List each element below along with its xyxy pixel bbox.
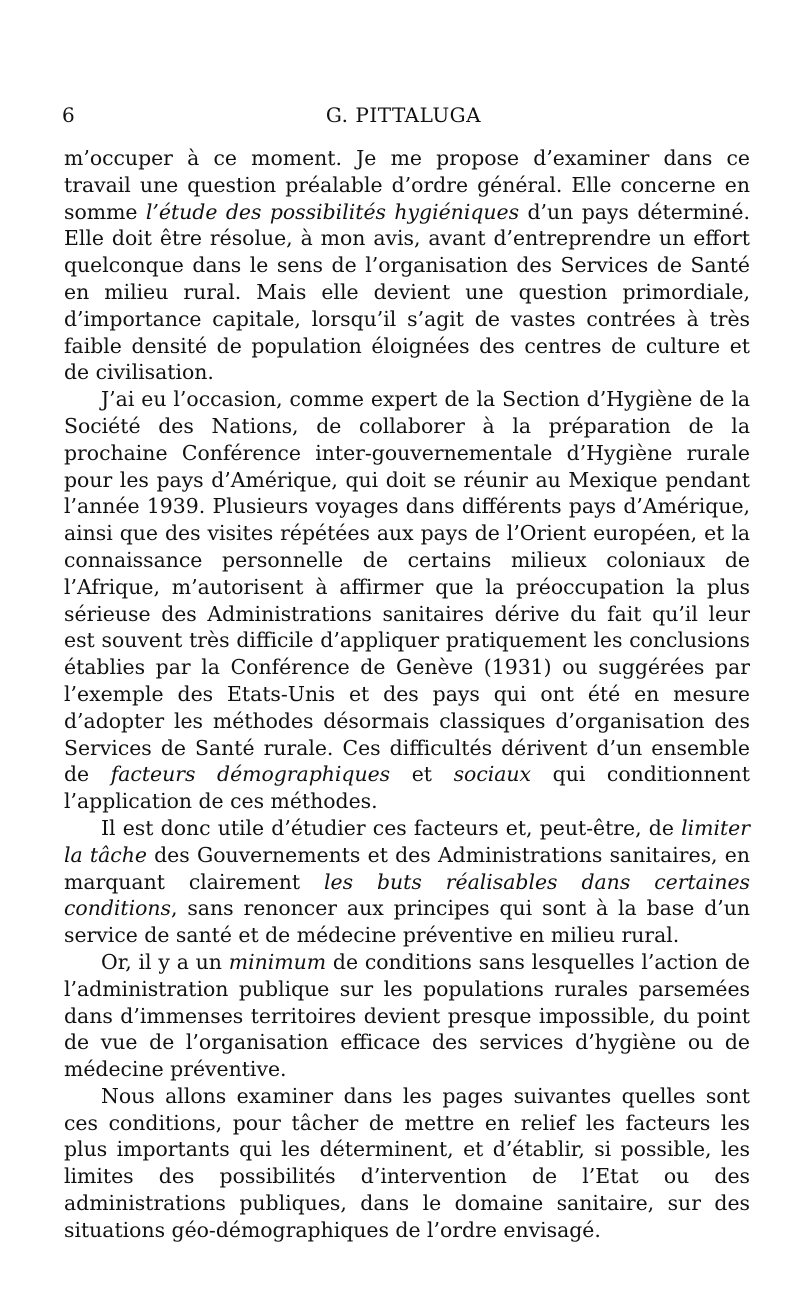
italic-text: limiter la tâche <box>64 815 750 867</box>
text-run: d’un pays déterminé. Elle doit être résolue, à mon avis, avant d’entreprendre un effort quelconque dans le sens de l’organisation des Services de Santé en milieu rural. Mais elle devient une question primordiale, d’importance capitale, lorsqu’il s’agit de vastes contrées à très faible densité de population éloignées des centres de culture et de civilisation. <box>64 199 750 385</box>
page-number: 6 <box>62 103 75 127</box>
italic-text: minimum <box>228 949 327 974</box>
text-run: des Gouvernements et des Administrations sanitaires, en marquant clairement <box>64 842 750 894</box>
text-run: qui conditionnent l’application de ces méthodes. <box>64 762 750 814</box>
text-run: Il est donc utile d’étudier ces facteurs et, peut-être, de <box>101 815 682 840</box>
text-run: Nous allons examiner dans les pages suivantes quelles sont ces conditions, pour tâcher de mettre en relief les facteurs les plus importants qui les déterminent, et d’établir, si possible, les limites des possibilités d’intervention de l’Etat ou des administrations publiques, dans le domaine sanitaire, sur des situations géo-démographiques de l’ordre envisagé. <box>64 1083 750 1242</box>
paragraph <box>64 949 750 1083</box>
text-run: de conditions sans lesquelles l’action de l’administration publique sur les populations rurales parsemées dans d’immenses territoires devient presque impossible, du point de vue de l’organisation efficace des services d’hygiène ou de médecine préventive. <box>64 949 751 1082</box>
text-run: J’ai eu l’occasion, comme expert de la Section d’Hygiène de la Société des Nations, de collaborer à la préparation de la prochaine Conférence inter-gouvernementale d’Hygiène rurale pour les pays d’Amérique, qui doit se réunir au Mexique pendant l’année 1939. Plusieurs voyages dans différents pays d’Amérique, ainsi que des visites répétées aux pays de l’Orient européen, et la connaissance personnelle de certains milieux coloniaux de l’Afrique, m’autorisent à affirmer que la préoccupation la plus sérieuse des Administrations sanitaires dérive du fait qu’il leur est souvent très difficile d’appliquer pratiquement les conclusions établies par la Conférence de Genève (1931) ou suggérées par l’exemple des Etats-Unis et des pays qui ont été en mesure d’adopter les méthodes désormais classiques d’organisation des Services de Santé rurale. Ces difficultés dérivent d’un ensemble de <box>64 387 750 787</box>
paragraph <box>64 1083 750 1244</box>
text-run: , sans renoncer aux principes qui sont à la base d’un service de santé et de médecine préventive en milieu rural. <box>64 896 750 948</box>
italic-text: l’étude des possibilités hygiéniques <box>145 199 520 224</box>
paragraph <box>64 815 750 949</box>
page-header <box>62 100 745 130</box>
text-run: et <box>390 762 454 787</box>
text-run: m’occuper à ce moment. Je me propose d’examiner dans ce travail une question préalable d’ordre général. Elle concerne en somme <box>64 146 750 224</box>
italic-text: les buts réalisables dans certaines conditions <box>64 869 750 921</box>
italic-text: sociaux <box>453 762 532 787</box>
paragraph <box>64 145 750 386</box>
italic-text: facteurs démographiques <box>110 762 391 787</box>
text-run: Or, il y a un <box>101 949 229 974</box>
paragraph <box>64 386 750 815</box>
running-head: G. PITTALUGA <box>325 103 482 127</box>
body-text <box>64 145 750 1244</box>
